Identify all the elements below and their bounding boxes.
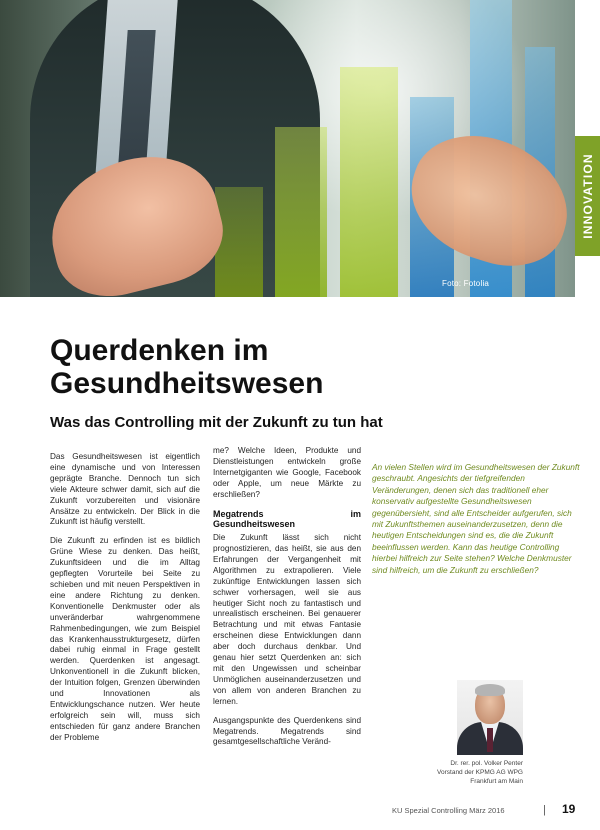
hero-growth-bar [275, 127, 327, 297]
hero-photo [0, 0, 575, 297]
hero-growth-bar [340, 67, 398, 297]
section-tab-label: INNOVATION [580, 153, 595, 239]
portrait-hair [475, 684, 505, 696]
portrait-tie [487, 728, 493, 752]
article-title-line: Querdenken im [50, 334, 269, 367]
author-role: Vorstand der KPMG AG WPG [437, 769, 523, 776]
section-heading: Megatrends im Gesundheitswesen [213, 508, 361, 530]
hero-growth-bar [215, 187, 263, 297]
body-paragraph: Die Zukunft lässt sich nicht prognostizieren, das heißt, sie aus den Erfahrungen der Vergangenheit mit Algorithmen zu extrapolieren. Viele zukünftige Entwicklungen lassen sich schwer vorhersagen, weil sie aus heutiger Sicht noch zu fantastisch und unrealistisch erscheinen. Bei genauerer Betrachtung und mit etwas Fantasie erscheinen diese Entwicklungen dann aber doch durchaus denkbar. Und genau hier setzt Querdenken an: sich mit den Ungewissen und scheinbar Unmöglichen auseinanderzusetzen und von allem von anderen Branchen zu lernen. [213, 533, 361, 706]
article-title-line: Gesundheitswesen [50, 367, 324, 400]
author-caption [380, 759, 523, 786]
body-column-1 [50, 452, 200, 752]
author-portrait [457, 680, 523, 755]
section-tab [575, 136, 600, 256]
photo-credit: Foto: Fotolia [442, 279, 490, 288]
body-paragraph: me? Welche Ideen, Produkte und Dienstleistungen entwickeln große Internetgiganten wie Google, Facebook oder Apple, um neue Märkte zu erschließen? [213, 446, 361, 499]
body-paragraph: Ausgangspunkte des Querdenkens sind Megatrends. Megatrends sind gesamtgesellschaftliche Veränd- [213, 715, 361, 747]
footer-publication: KU Spezial Controlling März 2016 [392, 806, 505, 815]
footer-separator: | [543, 804, 546, 816]
article-title [50, 334, 530, 400]
body-paragraph: Das Gesundheitswesen ist eigentlich eine dynamische und von Interessen geprägte Branche. Dennoch tun sich viele Akteure schwer damit, sich auf die Zukunft vorzubereiten und visionäre Ansätze zu entwickeln. Der Blick in die Zukunft ist häufig verstellt. [50, 452, 200, 527]
page-number: 19 [562, 802, 576, 816]
body-column-2 [213, 446, 361, 756]
article-subtitle: Was das Controlling mit der Zukunft zu tun hat [50, 414, 383, 431]
body-paragraph: Die Zukunft zu erfinden ist es bildlich Grüne Wiese zu denken. Das heißt, Zukunftsideen und die im Alltag gepflegten Vorurteile bei Seite zu schieben und mit neuen Perspektiven in eine andere Richtung zu denken. Konventionelle Denkmuster oder als unveränderbar wahrgenommene Rahmenbedingungen, wie zum Beispiel das Krankenhausstrukturgesetz, dürfen dabei ruhig einmal in Frage gestellt werden. Querdenken ist angesagt. Unkonventionell in die Zukunft blicken, der Intuition folgen, Grenzen überwinden und Innovationen als Entwicklungschance nutzen. Wer heute erfolgreich sein will, muss sich entschieden für ganz andere Branchen der Probleme [50, 536, 200, 742]
author-name: Dr. rer. pol. Volker Penter [450, 760, 523, 767]
author-location: Frankfurt am Main [470, 778, 523, 785]
pull-quote: An vielen Stellen wird im Gesundheitswesen der Zukunft geschraubt. Angesichts der tiefgreifenden Veränderungen, denen sich das traditionell eher konservativ aufgestellte Gesundheitswesen gegenübersieht, sind alle Entscheider aufgerufen, sich mit Zukunftsthemen auseinanderzusetzen, denn die heutigen Entscheidungen sind es, die die Zukunft beeinflussen werden. Kann das heutige Controlling hierbei hilfreich zur Seite stehen? Welche Denkmuster sind hilfreich, um die Zukunft zu erschließen? [372, 462, 580, 575]
